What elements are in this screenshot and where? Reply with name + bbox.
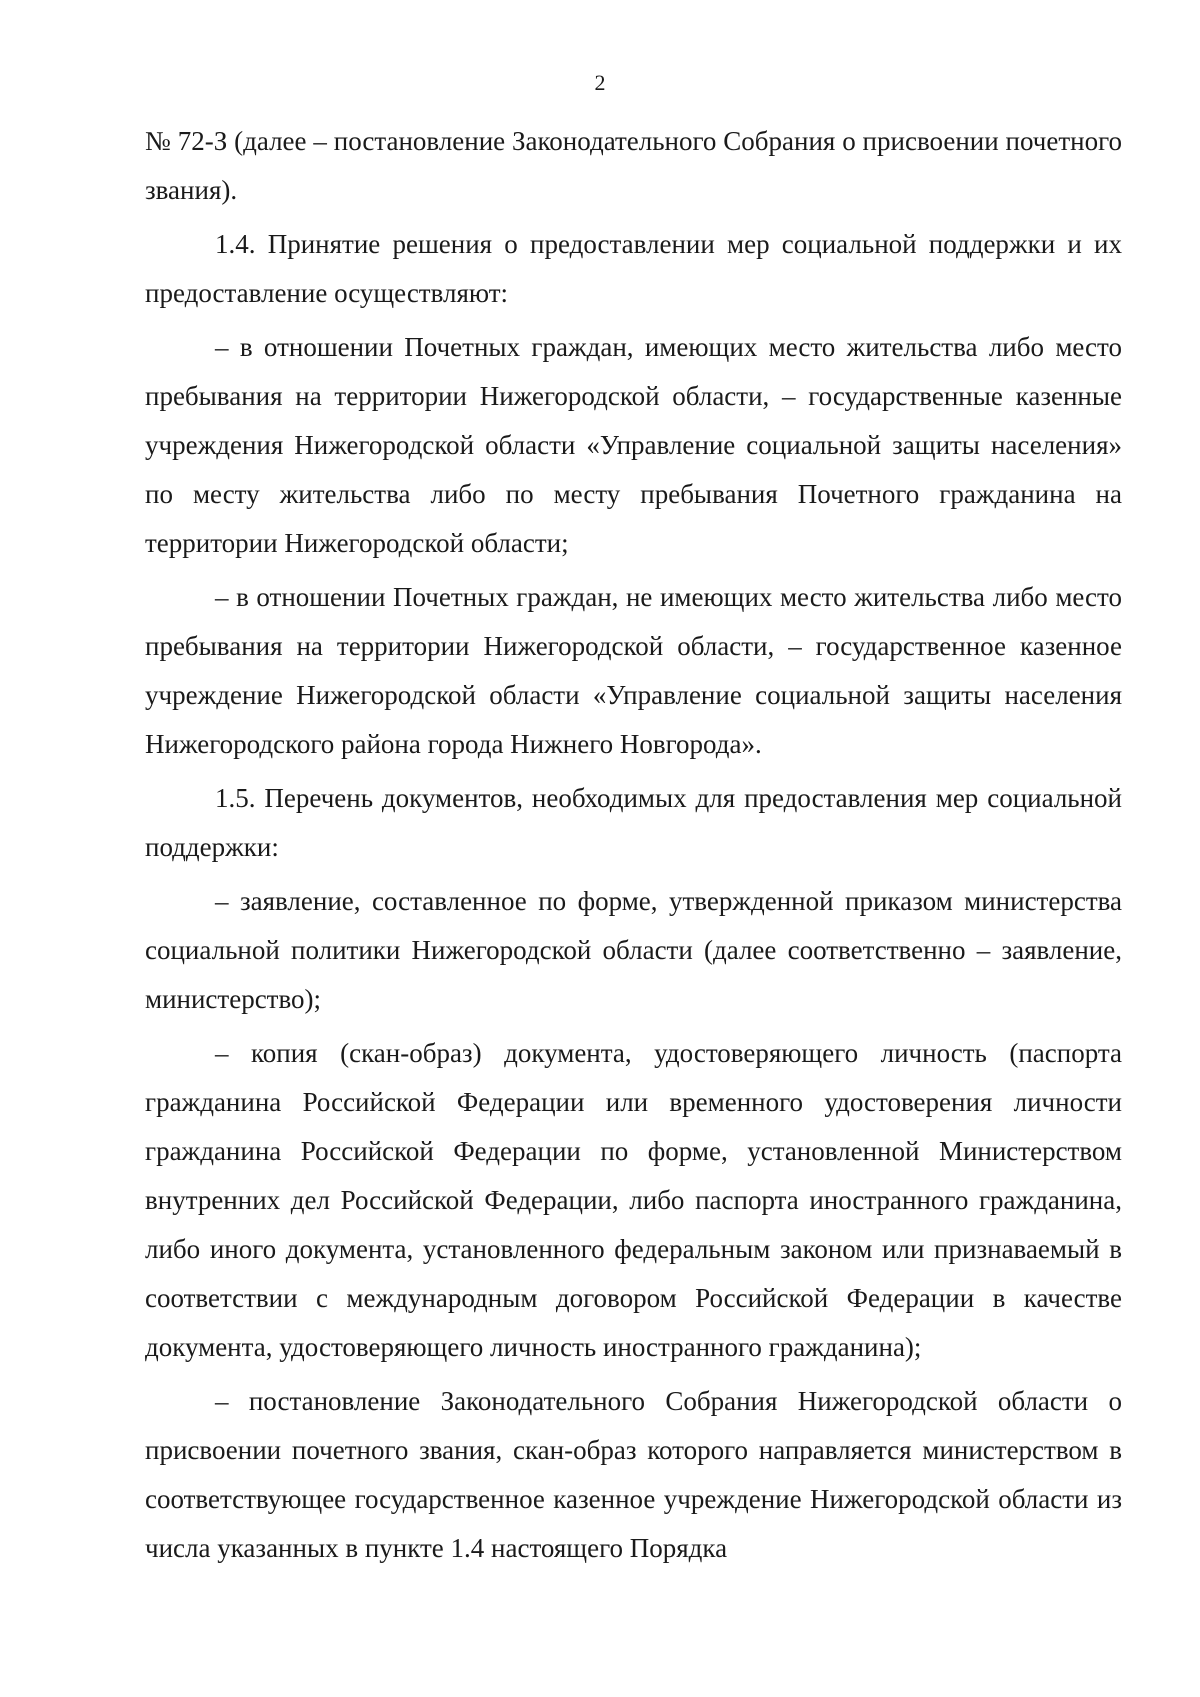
paragraph-list-item: – заявление, составленное по форме, утвержденной приказом министерства социальной политики Нижегородской области (далее соответственно – заявление, министерство); — [145, 886, 1122, 1014]
paragraph-list-item: – в отношении Почетных граждан, имеющих место жительства либо место пребывания на территории Нижегородской области, – государственные казенные учреждения Нижегородской области «Управление социальной защиты населения» по месту жительства либо по месту пребывания Почетного гражданина на территории Нижегородской области; — [145, 332, 1122, 558]
paragraph-clause-1-4: 1.4. Принятие решения о предоставлении мер социальной поддержки и их предоставление осуществляют: — [145, 229, 1122, 308]
paragraph-clause-1-5: 1.5. Перечень документов, необходимых для предоставления мер социальной поддержки: — [145, 783, 1122, 862]
paragraph-continuation: № 72-З (далее – постановление Законодательного Собрания о присвоении почетного звания). — [145, 126, 1122, 205]
page-number: 2 — [594, 70, 606, 95]
paragraph-list-item: – постановление Законодательного Собрания Нижегородской области о присвоении почетного звания, скан-образ которого направляется министерством в соответствующее государственное казенное учреждение Нижегородской области из числа указанных в пункте 1.4 настоящего Порядка — [145, 1386, 1122, 1563]
document-body — [145, 117, 1122, 1573]
paragraph-list-item: – в отношении Почетных граждан, не имеющих место жительства либо место пребывания на территории Нижегородской области, – государственное казенное учреждение Нижегородской области «Управление социальной защиты населения Нижегородского района города Нижнего Новгорода». — [145, 582, 1122, 759]
paragraph-list-item: – копия (скан-образ) документа, удостоверяющего личность (паспорта гражданина Российской Федерации или временного удостоверения личности гражданина Российской Федерации по форме, установленной Министерством внутренних дел Российской Федерации, либо паспорта иностранного гражданина, либо иного документа, установленного федеральным законом или признаваемый в соответствии с международным договором Российской Федерации в качестве документа, удостоверяющего личность иностранного гражданина); — [145, 1038, 1122, 1362]
